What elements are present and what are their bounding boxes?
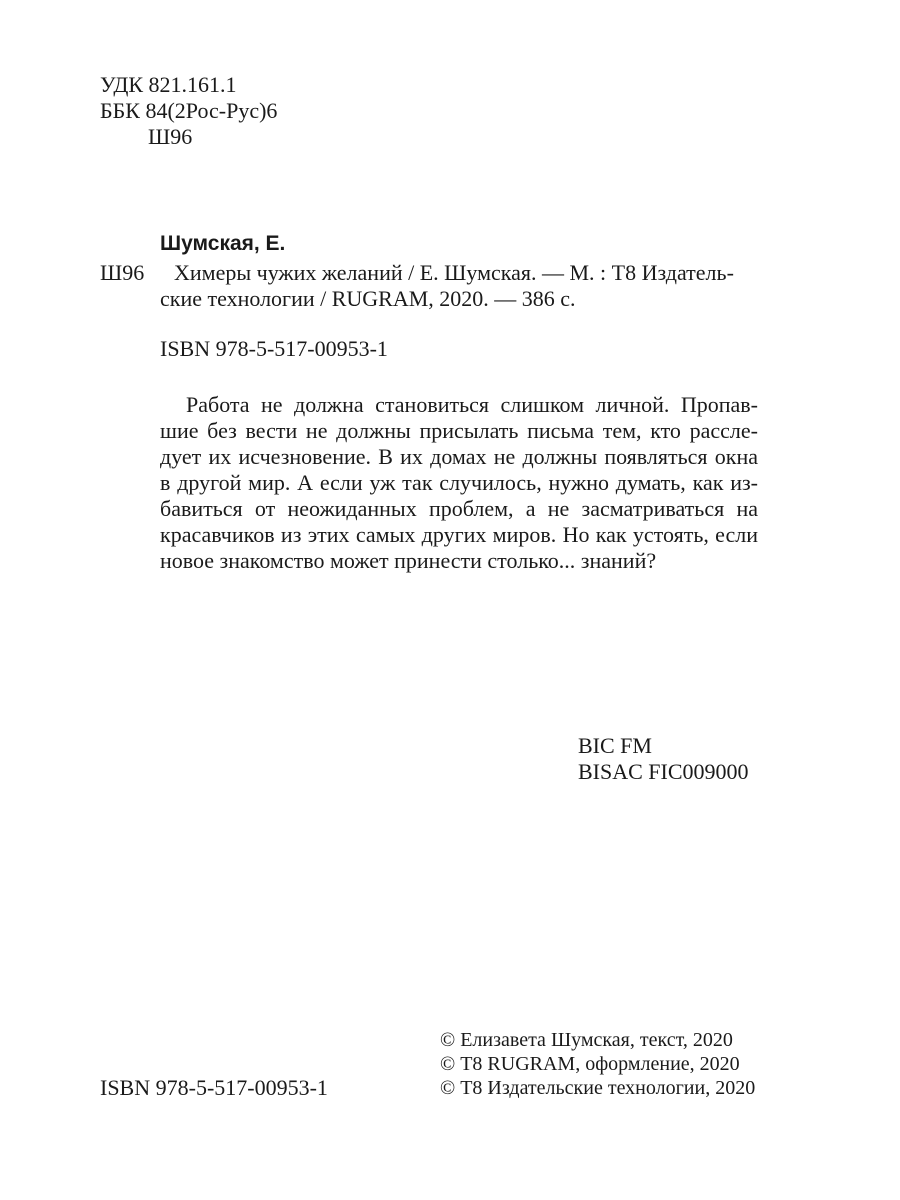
annotation-line: бавиться от неожиданных проблем, а не засматриваться на [160, 496, 758, 521]
copyright-line: © Т8 Издательские технологии, 2020 [440, 1077, 756, 1099]
biblio-line: ские технологии / RUGRAM, 2020. — 386 с. [160, 286, 576, 311]
annotation-line: новое знакомство может принести столько... знаний? [160, 548, 657, 573]
annotation-line: красавчиков из этих самых других миров. Но как устоять, если [160, 522, 758, 547]
annotation-line: дует их исчезновение. В их домах не должны появляться окна [160, 444, 758, 469]
subject-classification [578, 733, 749, 785]
bibliographic-description [160, 260, 758, 312]
copyright-line: © Т8 RUGRAM, оформление, 2020 [440, 1053, 740, 1075]
copyright-line: © Елизавета Шумская, текст, 2020 [440, 1029, 733, 1051]
udk-code: УДК 821.161.1 [100, 72, 237, 97]
annotation-line: шие без вести не должны присылать письма тем, кто рассле- [160, 418, 758, 443]
bbk-code: ББК 84(2Рос-Рус)6 [100, 98, 278, 123]
biblio-line: Химеры чужих желаний / Е. Шумская. — М. : Т8 Издатель- [174, 260, 734, 285]
biblio-author-mark: Ш96 [100, 260, 145, 285]
author-mark-code: Ш96 [148, 124, 193, 149]
author-name: Шумская, Е. [160, 232, 286, 255]
bisac-code: BISAC FIC009000 [578, 759, 749, 784]
annotation-line: в другой мир. А если уж так случилось, нужно думать, как из- [160, 470, 758, 495]
isbn-top: ISBN 978-5-517-00953-1 [160, 336, 388, 361]
classification-codes [100, 72, 277, 150]
annotation-line: Работа не должна становиться слишком личной. Пропав- [186, 392, 758, 417]
copyright-block [440, 1028, 755, 1100]
isbn-bottom: ISBN 978-5-517-00953-1 [100, 1075, 328, 1100]
bic-code: BIC FM [578, 733, 652, 758]
annotation [160, 392, 758, 574]
